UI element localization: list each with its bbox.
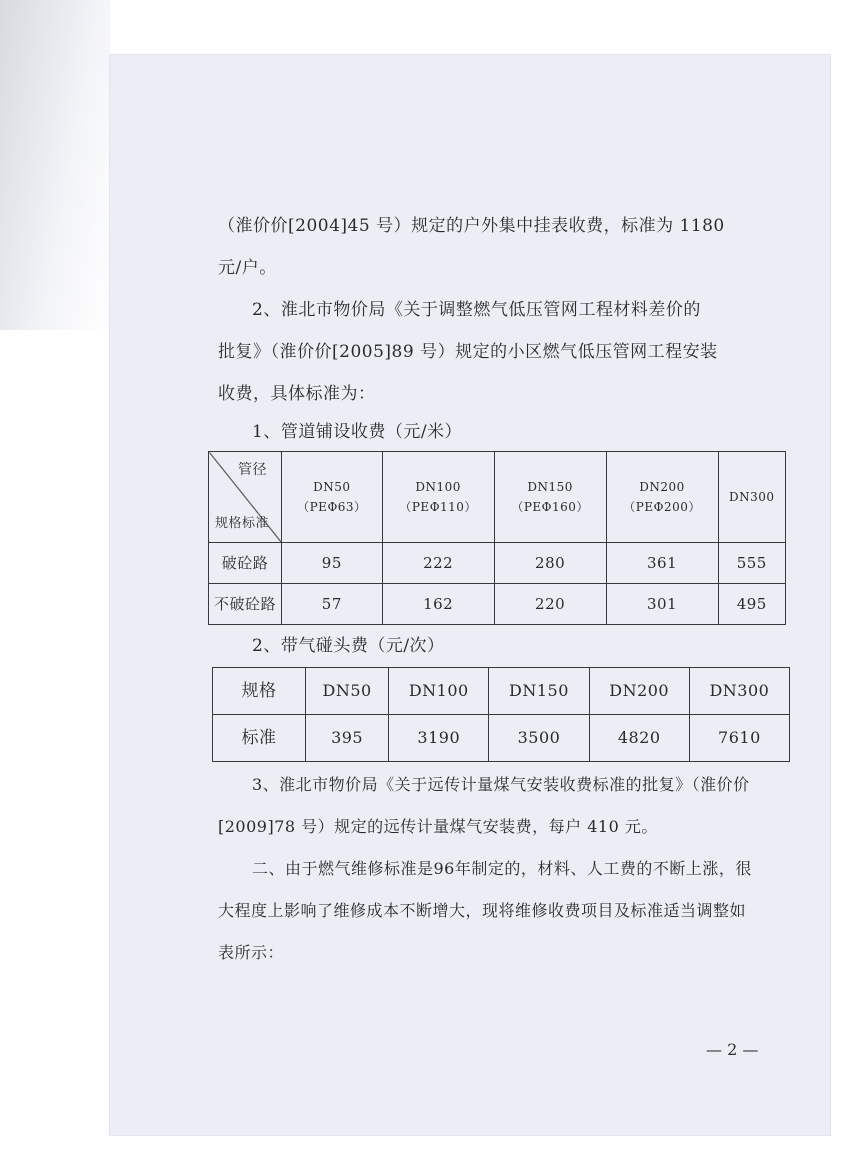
live-connection-fee-table <box>212 667 790 762</box>
table-cell: 395 <box>306 715 389 762</box>
paragraph-2-line-2: 批复》（淮价价[2005]89 号）规定的小区燃气低压管网工程安装 <box>218 342 718 362</box>
scan-shadow <box>0 0 110 330</box>
header-cell-dn50 <box>282 452 383 543</box>
paragraph-2-line-3: 收费，具体标准为： <box>218 384 376 404</box>
header-cell-dn100 <box>382 452 494 543</box>
header-spec: （PEΦ110） <box>399 500 477 514</box>
header-cell-dn300 <box>718 452 785 543</box>
header-size: DN50 <box>313 480 351 494</box>
table-header-row <box>209 452 786 543</box>
table-row <box>209 584 786 625</box>
header-size: DN300 <box>729 490 775 504</box>
paragraph-3-line-2: [2009]78 号）规定的远传计量煤气安装费，每户 410 元。 <box>218 817 658 836</box>
header-cell-dn200 <box>606 452 718 543</box>
row-label: 规格 <box>213 668 306 715</box>
diagonal-header-cell <box>209 452 282 543</box>
corner-label-top: 管径 <box>238 462 267 478</box>
header-cell: DN150 <box>489 668 589 715</box>
header-cell: DN200 <box>589 668 689 715</box>
table-cell: 7610 <box>689 715 789 762</box>
paragraph-3-line-1: 3、淮北市物价局《关于远传计量煤气安装收费标准的批复》（淮价价 <box>252 775 750 794</box>
header-size: DN200 <box>639 480 685 494</box>
table-row <box>213 715 790 762</box>
paragraph-4-line-3: 表所示： <box>218 943 285 962</box>
header-spec: （PEΦ63） <box>297 500 367 514</box>
row-label: 不破砼路 <box>209 584 282 625</box>
pipe-laying-fee-table <box>208 451 786 625</box>
header-size: DN100 <box>415 480 461 494</box>
header-spec: （PEΦ200） <box>623 500 701 514</box>
header-cell-dn150 <box>494 452 606 543</box>
table-cell: 57 <box>282 584 383 625</box>
subheading-live-connection: 2、带气碰头费（元/次） <box>252 636 445 656</box>
paragraph-2-line-1: 2、淮北市物价局《关于调整燃气低压管网工程材料差价的 <box>252 300 701 320</box>
header-size: DN150 <box>527 480 573 494</box>
row-label: 破砼路 <box>209 543 282 584</box>
table-cell: 4820 <box>589 715 689 762</box>
paragraph-1-line-2: 元/户。 <box>218 258 277 278</box>
table-cell: 220 <box>494 584 606 625</box>
page-number: — 2 — <box>706 1040 759 1059</box>
paragraph-4-line-1: 二、由于燃气维修标准是96年制定的，材料、人工费的不断上涨，很 <box>252 859 752 878</box>
header-cell: DN100 <box>389 668 489 715</box>
table-cell: 95 <box>282 543 383 584</box>
document-body <box>213 205 793 974</box>
table-cell: 222 <box>382 543 494 584</box>
corner-label-bottom: 规格标准 <box>215 516 270 531</box>
table-row <box>209 543 786 584</box>
table-cell: 361 <box>606 543 718 584</box>
subheading-pipe-laying: 1、管道铺设收费（元/米） <box>252 422 463 442</box>
table-cell: 301 <box>606 584 718 625</box>
table-cell: 555 <box>718 543 785 584</box>
table-cell: 3500 <box>489 715 589 762</box>
table-header-row <box>213 668 790 715</box>
paragraph-4-line-2: 大程度上影响了维修成本不断增大，现将维修收费项目及标准适当调整如 <box>218 901 747 920</box>
header-cell: DN50 <box>306 668 389 715</box>
table-cell: 280 <box>494 543 606 584</box>
table-cell: 3190 <box>389 715 489 762</box>
paragraph-1-line-1: （淮价价[2004]45 号）规定的户外集中挂表收费，标准为 1180 <box>218 216 725 236</box>
header-spec: （PEΦ160） <box>511 500 589 514</box>
table-cell: 495 <box>718 584 785 625</box>
row-label: 标准 <box>213 715 306 762</box>
header-cell: DN300 <box>689 668 789 715</box>
table-cell: 162 <box>382 584 494 625</box>
